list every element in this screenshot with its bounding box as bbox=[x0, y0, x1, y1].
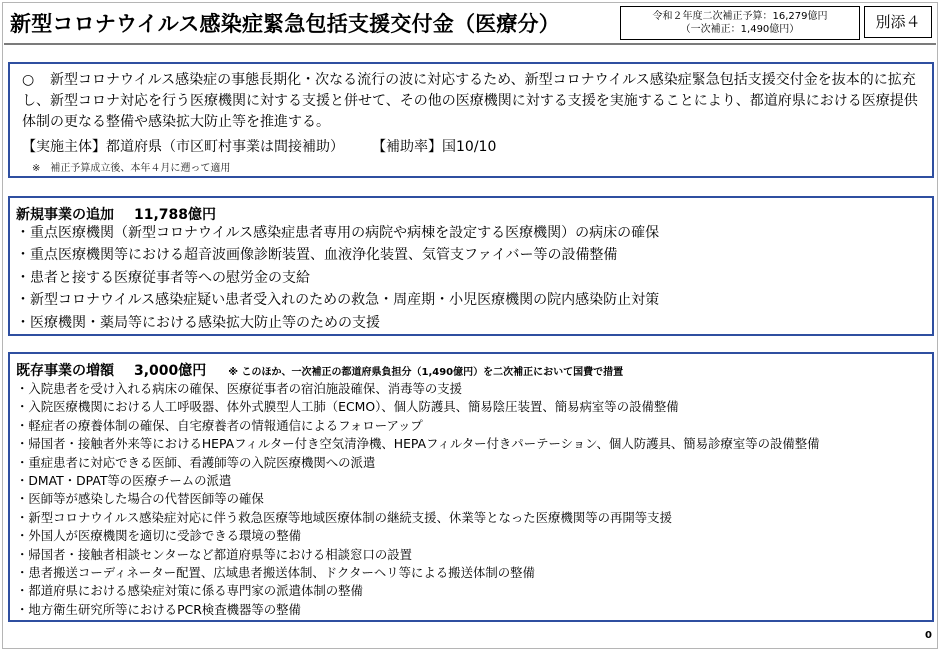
title-divider bbox=[4, 43, 936, 45]
existing-projects-note: ※ このほか、一次補正の都道府県負担分（1,490億円）を二次補正において国費で措置 bbox=[228, 367, 624, 378]
existing-projects-title: 既存事業の増額 bbox=[16, 363, 114, 379]
list-item: ・外国人が医療機関を適切に受診できる環境の整備 bbox=[16, 528, 301, 544]
budget-line-primary: （一次補正：1,490億円） bbox=[680, 24, 800, 35]
new-projects-heading bbox=[16, 204, 216, 224]
existing-projects-list bbox=[16, 380, 820, 619]
overview-box bbox=[8, 62, 934, 178]
new-projects-title: 新規事業の追加 bbox=[16, 207, 114, 223]
budget-line-secondary: 令和２年度二次補正予算：16,279億円 bbox=[652, 11, 828, 22]
list-item: ・重点医療機関（新型コロナウイルス感染症患者専用の病院や病棟を設定する医療機関）の病床の確保 bbox=[16, 225, 660, 241]
list-item: ・都道府県における感染症対策に係る専門家の派遣体制の整備 bbox=[16, 583, 363, 599]
list-item: ・重点医療機関等における超音波画像診断装置、血液浄化装置、気管支ファイバー等の設備整備 bbox=[16, 247, 618, 264]
new-projects-amount: 11,788億円 bbox=[134, 207, 217, 223]
implementation-line bbox=[22, 136, 496, 156]
list-item: ・地方衛生研究所等におけるPCR検査機器等の整備 bbox=[16, 601, 301, 617]
list-item: ・帰国者・接触者相談センターなど都道府県等における相談窓口の設置 bbox=[16, 546, 413, 562]
overview-bullet: ○ bbox=[22, 72, 35, 88]
existing-projects-box bbox=[8, 352, 934, 622]
subsidy-rate-text: 【補助率】国10/10 bbox=[372, 139, 497, 155]
list-item: ・入院患者を受け入れる病床の確保、医療従事者の宿泊施設確保、消毒等の支援 bbox=[16, 381, 463, 396]
annex-label: 別添４ bbox=[864, 6, 932, 38]
overview-note: ※ 補正予算成立後、本年４月に遡って適用 bbox=[32, 163, 231, 174]
overview-paragraph bbox=[22, 70, 922, 133]
budget-box bbox=[620, 6, 860, 40]
list-item: ・重症患者に対応できる医師、看護師等の入院医療機関への派遣 bbox=[16, 454, 376, 470]
list-item: ・医師等が感染した場合の代替医師等の確保 bbox=[16, 491, 264, 507]
list-item: ・DMAT・DPAT等の医療チームの派遣 bbox=[16, 473, 232, 489]
new-projects-list bbox=[16, 222, 659, 334]
existing-projects-heading bbox=[16, 360, 623, 380]
existing-projects-amount: 3,000億円 bbox=[134, 363, 207, 379]
list-item: ・軽症者の療養体制の確保、自宅療養者の情報通信によるフォローアップ bbox=[16, 417, 423, 433]
list-item: ・医療機関・薬局等における感染拡大防止等のための支援 bbox=[16, 314, 380, 331]
list-item: ・新型コロナウイルス感染症対応に伴う救急医療等地域医療体制の継続支援、休業等となった医療機関等の再開等支援 bbox=[16, 509, 672, 525]
list-item: ・患者と接する医療従事者等への慰労金の支給 bbox=[16, 269, 310, 286]
list-item: ・新型コロナウイルス感染症疑い患者受入れのための救急・周産期・小児医療機関の院内感染防止対策 bbox=[16, 292, 660, 309]
overview-text: 新型コロナウイルス感染症の事態長期化・次なる流行の波に対応するため、新型コロナウイルス感染症緊急包括支援交付金を抜本的に拡充し、新型コロナ対応を行う医療機関に対する支援と併せて、その他の医療機関に対する支援を実施することにより、都道府県における医療提供体制の更なる整備や感染拡大防止等を推進する。 bbox=[22, 72, 918, 130]
list-item: ・患者搬送コーディネーター配置、広域患者搬送体制、ドクターヘリ等による搬送体制の整備 bbox=[16, 565, 535, 581]
new-projects-box bbox=[8, 196, 934, 336]
list-item: ・帰国者・接触者外来等におけるHEPAフィルター付き空気清浄機、HEPAフィルター付きパーテーション、個人防護具、簡易診療室等の設備整備 bbox=[16, 436, 820, 452]
list-item: ・入院医療機関における人工呼吸器、体外式膜型人工肺（ECMO）、個人防護具、簡易陰圧装置、簡易病室等の設備整備 bbox=[16, 399, 679, 415]
implementer-text: 【実施主体】都道府県（市区町村事業は間接補助） bbox=[22, 139, 344, 155]
page-number: 0 bbox=[925, 630, 932, 641]
page-title: 新型コロナウイルス感染症緊急包括支援交付金（医療分） bbox=[10, 12, 560, 36]
